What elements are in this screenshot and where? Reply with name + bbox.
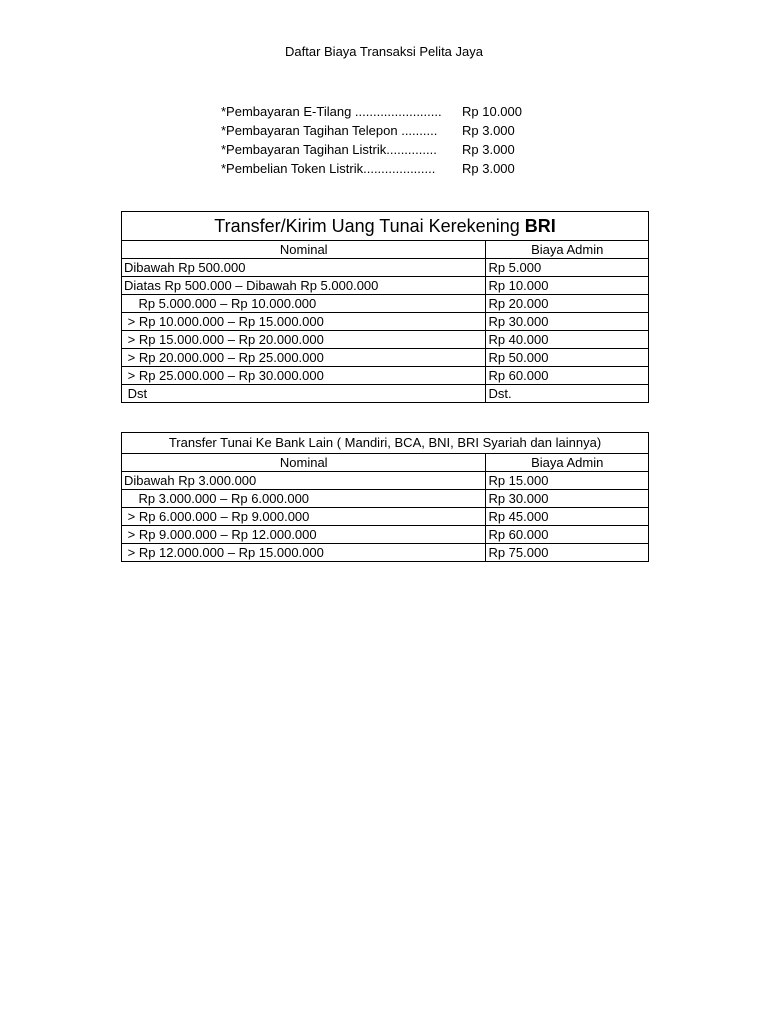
admin-fee-cell: Rp 10.000 xyxy=(486,277,649,295)
fee-amount: Rp 10.000 xyxy=(462,104,522,119)
admin-fee-cell: Rp 5.000 xyxy=(486,259,649,277)
bri-transfer-table xyxy=(121,211,649,403)
table-title-row xyxy=(122,433,649,454)
admin-fee-cell: Rp 20.000 xyxy=(486,295,649,313)
table-row xyxy=(122,259,649,277)
nominal-cell: > Rp 9.000.000 – Rp 12.000.000 xyxy=(122,526,486,544)
nominal-cell: Dst xyxy=(122,385,486,403)
other-bank-transfer-table xyxy=(121,432,649,562)
table-row xyxy=(122,295,649,313)
fee-amount: Rp 3.000 xyxy=(462,142,515,157)
table-title xyxy=(122,212,649,241)
table-row xyxy=(122,349,649,367)
admin-fee-cell: Rp 40.000 xyxy=(486,331,649,349)
table-row xyxy=(122,544,649,562)
admin-fee-cell: Rp 50.000 xyxy=(486,349,649,367)
table-row xyxy=(122,277,649,295)
admin-fee-cell: Rp 30.000 xyxy=(486,490,649,508)
table-row xyxy=(122,472,649,490)
document-title: Daftar Biaya Transaksi Pelita Jaya xyxy=(285,44,483,59)
fee-list xyxy=(221,102,522,178)
admin-fee-cell: Rp 45.000 xyxy=(486,508,649,526)
table-title-text: Transfer/Kirim Uang Tunai Kerekening xyxy=(214,216,525,236)
table-row xyxy=(122,526,649,544)
header-nominal: Nominal xyxy=(122,241,486,259)
admin-fee-cell: Rp 30.000 xyxy=(486,313,649,331)
nominal-cell: > Rp 12.000.000 – Rp 15.000.000 xyxy=(122,544,486,562)
table-row xyxy=(122,490,649,508)
fee-item-etilang xyxy=(221,102,522,121)
table-row xyxy=(122,508,649,526)
fee-amount: Rp 3.000 xyxy=(462,161,515,176)
table-title-row xyxy=(122,212,649,241)
fee-item-listrik xyxy=(221,140,522,159)
table-title: Transfer Tunai Ke Bank Lain ( Mandiri, BCA, BNI, BRI Syariah dan lainnya) xyxy=(122,433,649,454)
table-header-row xyxy=(122,241,649,259)
admin-fee-cell: Rp 60.000 xyxy=(486,367,649,385)
table-row xyxy=(122,367,649,385)
nominal-cell: > Rp 20.000.000 – Rp 25.000.000 xyxy=(122,349,486,367)
fee-label: *Pembelian Token Listrik.................... xyxy=(221,161,436,176)
nominal-cell: Rp 3.000.000 – Rp 6.000.000 xyxy=(122,490,486,508)
table-row xyxy=(122,313,649,331)
admin-fee-cell: Rp 15.000 xyxy=(486,472,649,490)
table-header-row xyxy=(122,454,649,472)
nominal-cell: > Rp 10.000.000 – Rp 15.000.000 xyxy=(122,313,486,331)
table-title-bank: BRI xyxy=(524,216,556,236)
nominal-cell: Dibawah Rp 3.000.000 xyxy=(122,472,486,490)
fee-item-token xyxy=(221,159,522,178)
fee-label: *Pembayaran Tagihan Telepon .......... xyxy=(221,123,438,138)
fee-amount: Rp 3.000 xyxy=(462,123,515,138)
nominal-cell: Dibawah Rp 500.000 xyxy=(122,259,486,277)
fee-label: *Pembayaran Tagihan Listrik.............. xyxy=(221,142,437,157)
nominal-cell: > Rp 6.000.000 – Rp 9.000.000 xyxy=(122,508,486,526)
header-nominal: Nominal xyxy=(122,454,486,472)
nominal-cell: Diatas Rp 500.000 – Dibawah Rp 5.000.000 xyxy=(122,277,486,295)
fee-item-telepon xyxy=(221,121,522,140)
fee-label: *Pembayaran E-Tilang ........................ xyxy=(221,104,442,119)
nominal-cell: > Rp 15.000.000 – Rp 20.000.000 xyxy=(122,331,486,349)
table-row xyxy=(122,385,649,403)
admin-fee-cell: Rp 60.000 xyxy=(486,526,649,544)
table-row xyxy=(122,331,649,349)
admin-fee-cell: Dst. xyxy=(486,385,649,403)
nominal-cell: > Rp 25.000.000 – Rp 30.000.000 xyxy=(122,367,486,385)
header-biaya-admin: Biaya Admin xyxy=(486,241,649,259)
nominal-cell: Rp 5.000.000 – Rp 10.000.000 xyxy=(122,295,486,313)
admin-fee-cell: Rp 75.000 xyxy=(486,544,649,562)
header-biaya-admin: Biaya Admin xyxy=(486,454,649,472)
